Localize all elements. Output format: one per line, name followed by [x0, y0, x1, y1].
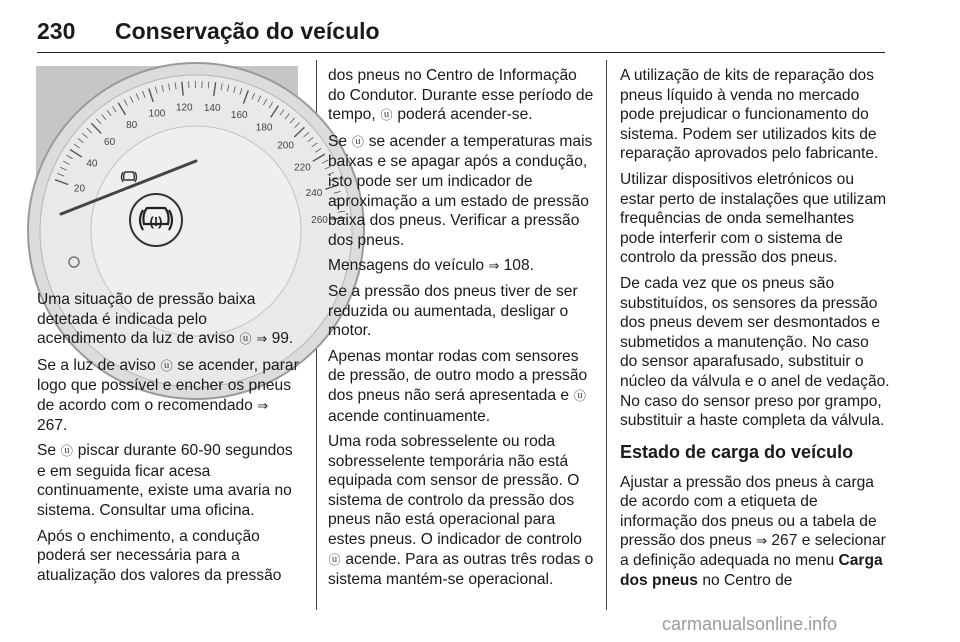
page-number: 230	[37, 18, 76, 44]
paragraph: Apenas montar rodas com sensores de pressão, de outro modo a pressão dos pneus não será apresentada e ⓤ acende continuamente.	[328, 347, 588, 425]
page-ref[interactable]: 108.	[503, 257, 534, 275]
column-divider-2	[606, 60, 607, 610]
tpms-icon: ⓤ	[573, 388, 586, 403]
column-1	[37, 290, 299, 591]
tpms-warning-symbol: (!)	[149, 214, 163, 229]
watermark: carmanualsonline.info	[662, 614, 838, 634]
page-ref-arrow-icon: ⇒	[256, 331, 268, 347]
tpms-icon: ⓤ	[351, 134, 364, 149]
page-ref[interactable]: 99.	[271, 330, 294, 348]
paragraph: Ajustar a pressão dos pneus à carga de acordo com a etiqueta de informação dos pneus ou a tabela de pressão dos pneus ⇒ 267 e selecionar a definição adequada no menu Carga dos pneus no Centro de	[620, 473, 886, 589]
paragraph: dos pneus no Centro de Informação do Condutor. Durante esse período de tempo, ⓤ poderá acender-se.	[328, 66, 594, 126]
tpms-icon: ⓤ	[60, 444, 73, 459]
paragraph: Após o enchimento, a condução poderá ser necessária para a atualização dos valores da pressão	[37, 527, 282, 584]
speed-label: 260	[311, 215, 328, 227]
speedometer-illustration	[36, 66, 328, 277]
paragraph: Se ⓤ piscar durante 60-90 segundos e em seguida ficar acesa continuamente, existe uma avaria no sistema. Consultar uma oficina.	[37, 442, 293, 519]
paragraph: Uma situação de pressão baixa detetada é indicada pelo acendimento da luz de aviso ⓤ ⇒ 99.	[37, 290, 299, 350]
paragraph: Mensagens do veículo ⇒ 108.	[328, 257, 534, 275]
speed-label: 100	[148, 108, 166, 120]
speed-label: 60	[104, 137, 116, 149]
paragraph: Se a luz de aviso ⓤ se acender, parar logo que possível e encher os pneus de acordo com o recomendado ⇒ 267.	[37, 356, 299, 434]
page-ref-arrow-icon: ⇒	[257, 397, 269, 413]
tpms-icon: ⓤ	[328, 552, 341, 567]
paragraph: De cada vez que os pneus são substituídos, os sensores da pressão dos pneus devem ser desmontados e submetidos a manutenção. No caso do sensor aparafusado, substituir o núcleo da válvula e o anel de vedação. No caso do sensor preso por grampo, substituir a haste completa da válvula.	[620, 274, 890, 430]
column-2	[328, 66, 594, 596]
speed-label: 20	[73, 183, 86, 195]
paragraph: A utilização de kits de reparação dos pneus líquido à venda no mercado pode prejudicar o funcionamento do sistema. Podem ser utilizados kits de reparação aprovados pelo fabricante.	[620, 67, 879, 163]
page-header	[37, 12, 885, 53]
speed-label: 240	[305, 187, 323, 199]
tpms-icon: ⓤ	[160, 358, 173, 373]
section-heading: Estado de carga do veículo	[620, 441, 854, 462]
paragraph: Utilizar dispositivos eletrónicos ou estar perto de instalações que utilizam frequências de onda semelhantes pode interferir com o sistema de controlo da pressão dos pneus.	[620, 170, 887, 267]
tpms-icon: ⓤ	[380, 108, 393, 123]
chapter-title: Conservação do veículo	[115, 18, 380, 44]
paragraph: Uma roda sobresselente ou roda sobresselente temporária não está equipada com sensor de pressão. O sistema de controlo da pressão dos pneus não está operacional para estes pneus. O indicador de controlo ⓤ acende. Para as outras três rodas o sistema mantém-se operacional.	[328, 433, 594, 589]
speed-label: 40	[86, 158, 98, 170]
column-3	[620, 66, 890, 596]
speed-label: 160	[230, 109, 248, 121]
speed-label: 220	[294, 162, 311, 174]
tpms-icon: ⓤ	[239, 332, 252, 347]
menu-name: Carga dos pneus	[620, 552, 883, 589]
speed-label: 140	[203, 103, 221, 115]
paragraph: Se a pressão dos pneus tiver de ser reduzida ou aumentada, desligar o motor.	[328, 282, 578, 340]
speed-label: 200	[277, 140, 294, 152]
page-ref[interactable]: 267	[771, 532, 798, 550]
speedometer-figure	[36, 66, 328, 277]
speed-label: 180	[255, 122, 273, 134]
paragraph: Se ⓤ se acender a temperaturas mais baixas e se apagar após a condução, isto pode ser um indicador de aproximação a um estado de pressão baixa dos pneus. Verificar a pressão dos pneus.	[328, 132, 593, 249]
page-ref-arrow-icon: ⇒	[488, 258, 500, 274]
speed-label: 80	[126, 119, 138, 131]
page-ref-arrow-icon: ⇒	[756, 533, 768, 549]
speed-label: 120	[175, 102, 193, 114]
page-ref[interactable]: 267.	[37, 416, 68, 434]
